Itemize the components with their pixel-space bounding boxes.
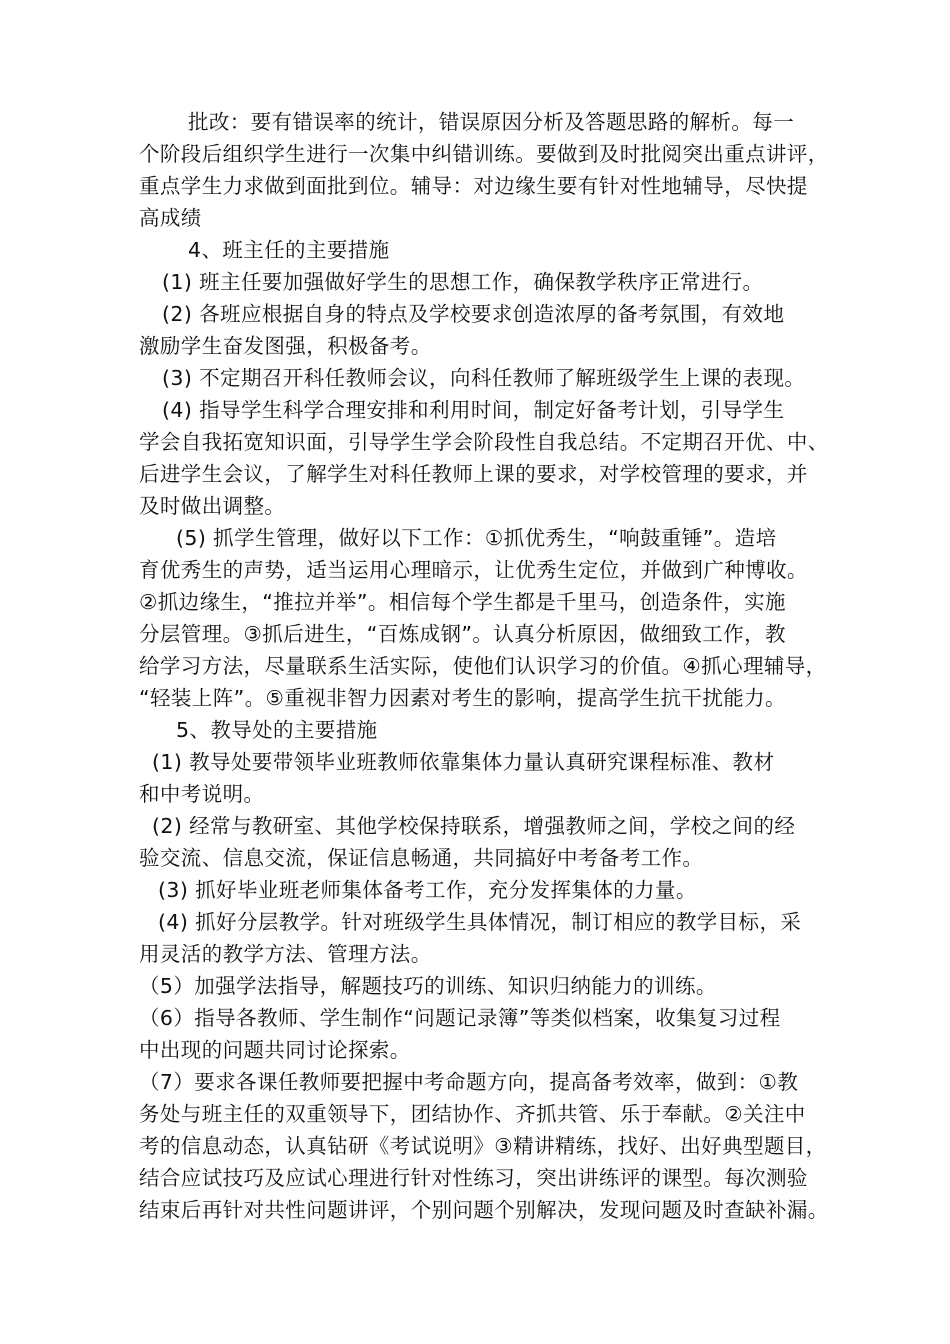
list-item: (1) 教导处要带领毕业班教师依靠集体力量认真研究课程标准、教材 [152,750,775,774]
paragraph-line: 高成绩 [139,206,202,230]
list-item: (4) 指导学生科学合理安排和利用时间，制定好备考计划，引导学生 [162,398,785,422]
list-item: （7）要求各课任教师要把握中考命题方向，提高备考效率，做到：①教 [139,1070,799,1094]
paragraph-line: 个阶段后组织学生进行一次集中纠错训练。要做到及时批阅突出重点讲评， [139,142,829,166]
section-heading: 4、班主任的主要措施 [188,238,390,262]
list-item: (3) 抓好毕业班老师集体备考工作，充分发挥集体的力量。 [158,878,697,902]
paragraph-line: 考的信息动态，认真钻研《考试说明》③精讲精练，找好、出好典型题目， [139,1134,827,1158]
paragraph-line: 和中考说明。 [139,782,265,806]
list-item: （6）指导各教师、学生制作“问题记录簿”等类似档案，收集复习过程 [139,1006,781,1030]
paragraph-line: ②抓边缘生，“推拉并举”。相信每个学生都是千里马，创造条件，实施 [139,590,786,614]
paragraph-line: 及时做出调整。 [139,494,286,518]
list-item: (2) 经常与教研室、其他学校保持联系，增强教师之间，学校之间的经 [152,814,796,838]
section-heading: 5、教导处的主要措施 [176,718,378,742]
paragraph-line: 重点学生力求做到面批到位。辅导：对边缘生要有针对性地辅导，尽快提 [139,174,808,198]
list-item: (5) 抓学生管理，做好以下工作：①抓优秀生，“响鼓重锤”。造培 [176,526,777,550]
paragraph-line: 后进学生会议，了解学生对科任教师上课的要求，对学校管理的要求，并 [139,462,808,486]
list-item: (3) 不定期召开科任教师会议，向科任教师了解班级学生上课的表现。 [162,366,806,390]
list-item: (1) 班主任要加强做好学生的思想工作，确保教学秩序正常进行。 [162,270,764,294]
paragraph-line: 激励学生奋发图强，积极备考。 [139,334,432,358]
paragraph-line: 验交流、信息交流，保证信息畅通，共同搞好中考备考工作。 [139,846,704,870]
paragraph-line: 中出现的问题共同讨论探索。 [139,1038,411,1062]
paragraph-line: 给学习方法，尽量联系生活实际，使他们认识学习的价值。④抓心理辅导， [139,654,827,678]
paragraph-line: 学会自我拓宽知识面，引导学生学会阶段性自我总结。不定期召开优、中、 [139,430,829,454]
paragraph-line: 分层管理。③抓后进生，“百炼成钢”。认真分析原因，做细致工作，教 [139,622,786,646]
paragraph-line: 用灵活的教学方法、管理方法。 [139,942,432,966]
list-item: （5）加强学法指导，解题技巧的训练、知识归纳能力的训练。 [139,974,717,998]
paragraph-line: 务处与班主任的双重领导下，团结协作、齐抓共管、乐于奉献。②关注中 [139,1102,806,1126]
paragraph-line: “轻装上阵”。⑤重视非智力因素对考生的影响，提高学生抗干扰能力。 [139,686,786,710]
list-item: (4) 抓好分层教学。针对班级学生具体情况，制订相应的教学目标，采 [158,910,802,934]
paragraph-line: 结合应试技巧及应试心理进行针对性练习，突出讲练评的课型。每次测验 [139,1166,808,1190]
paragraph-line: 结束后再针对共性问题讲评，个别问题个别解决，发现问题及时查缺补漏。 [139,1198,829,1222]
list-item: (2) 各班应根据自身的特点及学校要求创造浓厚的备考氛围，有效地 [162,302,785,326]
paragraph-line: 育优秀生的声势，适当运用心理暗示，让优秀生定位，并做到广种博收。 [139,558,808,582]
paragraph-line: 批改：要有错误率的统计，错误原因分析及答题思路的解析。每一 [188,110,795,134]
